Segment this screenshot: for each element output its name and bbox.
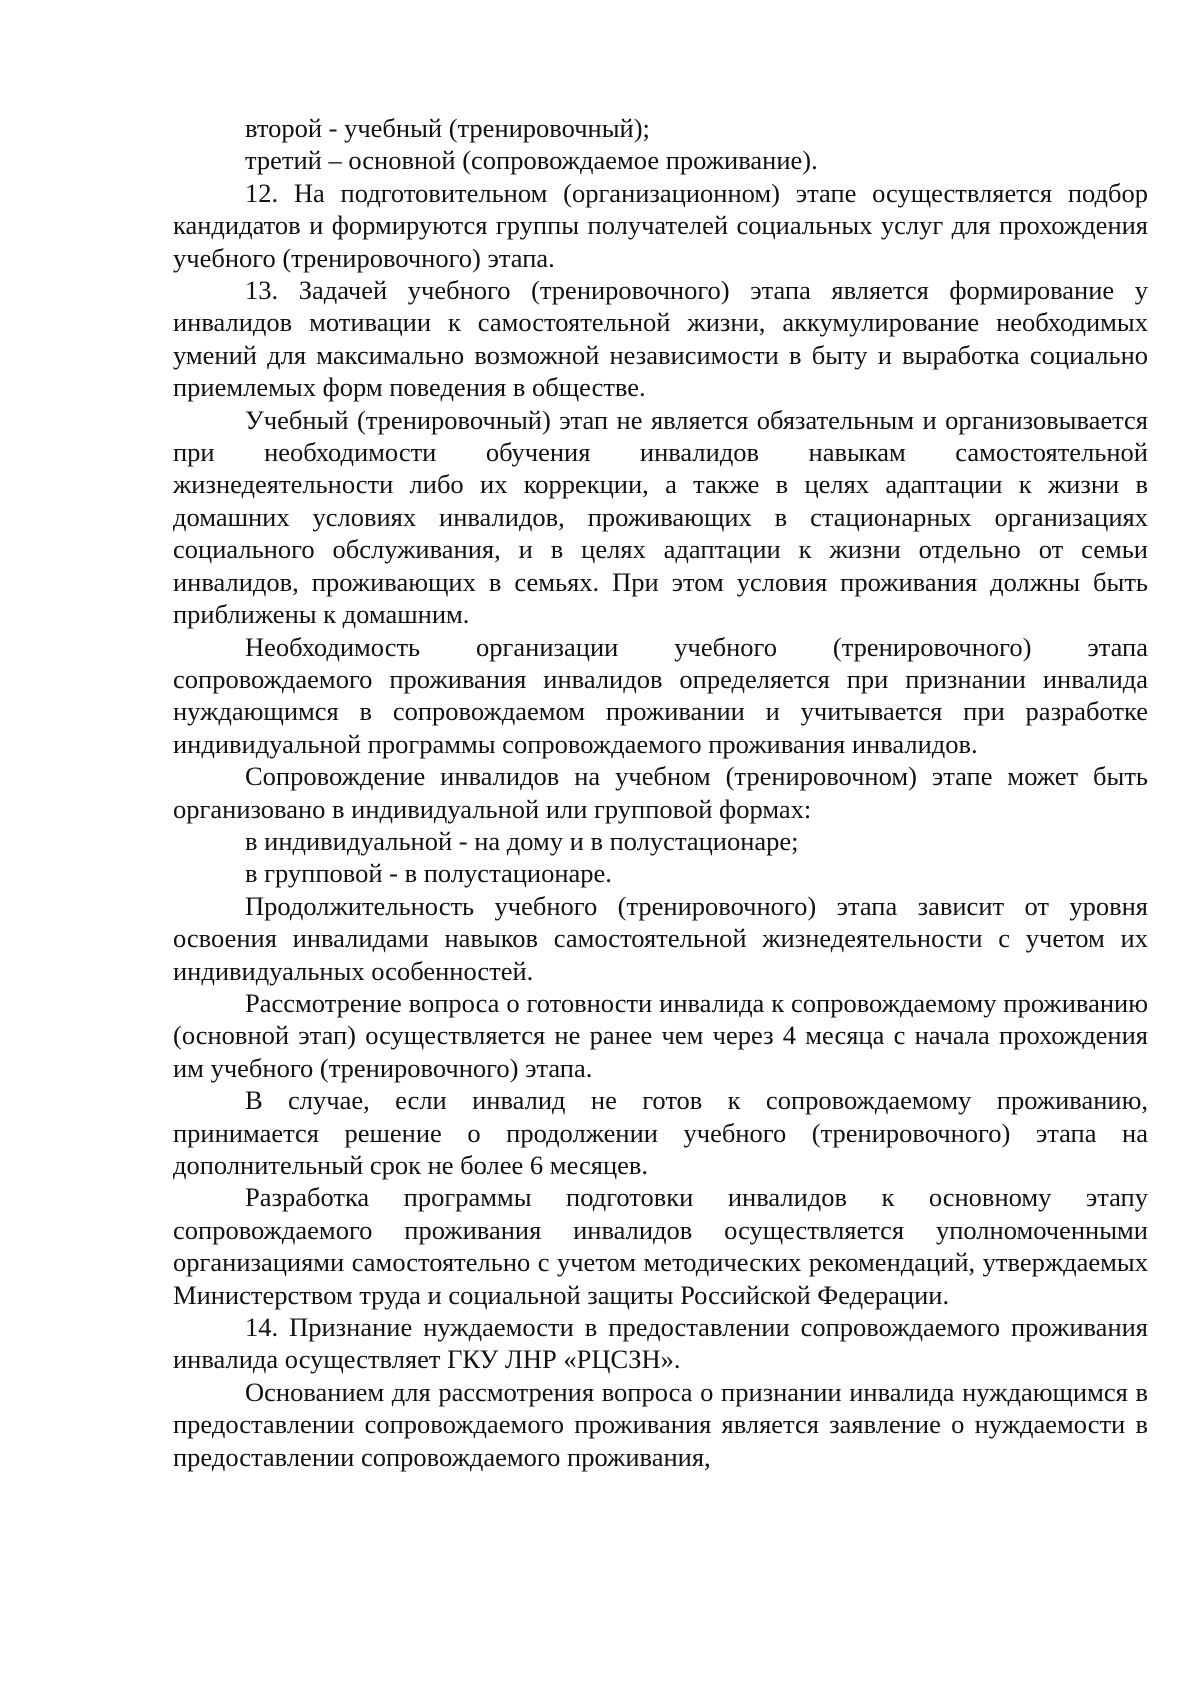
paragraph-not-ready: В случае, если инвалид не готов к сопровождаемому проживанию, принимается решение о продолжении учебного (тренировочного) этапа на дополнительный срок не более 6 месяцев. <box>173 1085 1148 1180</box>
paragraph-stage-3: третий – основной (сопровождаемое проживание). <box>245 145 818 176</box>
paragraph-training-necessity: Необходимость организации учебного (тренировочного) этапа сопровождаемого проживания инвалидов определяется при признании инвалида нуждающимся в сопровождаемом проживании и учитывается при разработке индивидуальной программы сопровождаемого проживания инвалидов. <box>173 631 1148 759</box>
paragraph-program-development: Разработка программы подготовки инвалидов к основному этапу сопровождаемого проживания инвалидов осуществляется уполномоченными организациями самостоятельно с учетом методических рекомендаций, утверждаемых Министерством труда и социальной защиты Российской Федерации. <box>173 1182 1148 1310</box>
document-page <box>173 112 1148 1473</box>
paragraph-training-forms: Сопровождение инвалидов на учебном (тренировочном) этапе может быть организовано в индивидуальной или групповой формах: <box>173 761 1148 824</box>
paragraph-basis: Основанием для рассмотрения вопроса о признании инвалида нуждающимся в предоставлении сопровождаемого проживания является заявление о нуждаемости в предоставлении сопровождаемого проживания, <box>173 1376 1148 1472</box>
paragraph-individual-form: в индивидуальной - на дому и в полустационаре; <box>245 825 799 856</box>
paragraph-13: 13. Задачей учебного (тренировочного) этапа является формирование у инвалидов мотивации к самостоятельной жизни, аккумулирование необходимых умений для максимально возможной независимости в быту и выработка социально приемлемых форм поведения в обществе. <box>173 275 1148 403</box>
paragraph-stage-2: второй - учебный (тренировочный); <box>245 113 650 143</box>
paragraph-14: 14. Признание нуждаемости в предоставлении сопровождаемого проживания инвалида осуществляет ГКУ ЛНР «РЦСЗН». <box>173 1312 1148 1375</box>
paragraph-training-duration: Продолжительность учебного (тренировочного) этапа зависит от уровня освоения инвалидами навыков самостоятельной жизнедеятельности с учетом их индивидуальных особенностей. <box>173 890 1148 986</box>
paragraph-readiness-review: Рассмотрение вопроса о готовности инвалида к сопровождаемому проживанию (основной этап) осуществляется не ранее чем через 4 месяца с начала прохождения им учебного (тренировочного) этапа. <box>173 987 1148 1083</box>
paragraph-group-form: в групповой - в полустационаре. <box>245 858 612 889</box>
paragraph-training-optional: Учебный (тренировочный) этап не является обязательным и организовывается при необходимости обучения инвалидов навыкам самостоятельной жизнедеятельности либо их коррекции, а также в целях адаптации к жизни в домашних условиях инвалидов, проживающих в стационарных организациях социального обслуживания, и в целях адаптации к жизни отдельно от семьи инвалидов, проживающих в семьях. При этом условия проживания должны быть приближены к домашним. <box>173 404 1148 630</box>
paragraph-12: 12. На подготовительном (организационном) этапе осуществляется подбор кандидатов и формируются группы получателей социальных услуг для прохождения учебного (тренировочного) этапа. <box>173 177 1148 273</box>
